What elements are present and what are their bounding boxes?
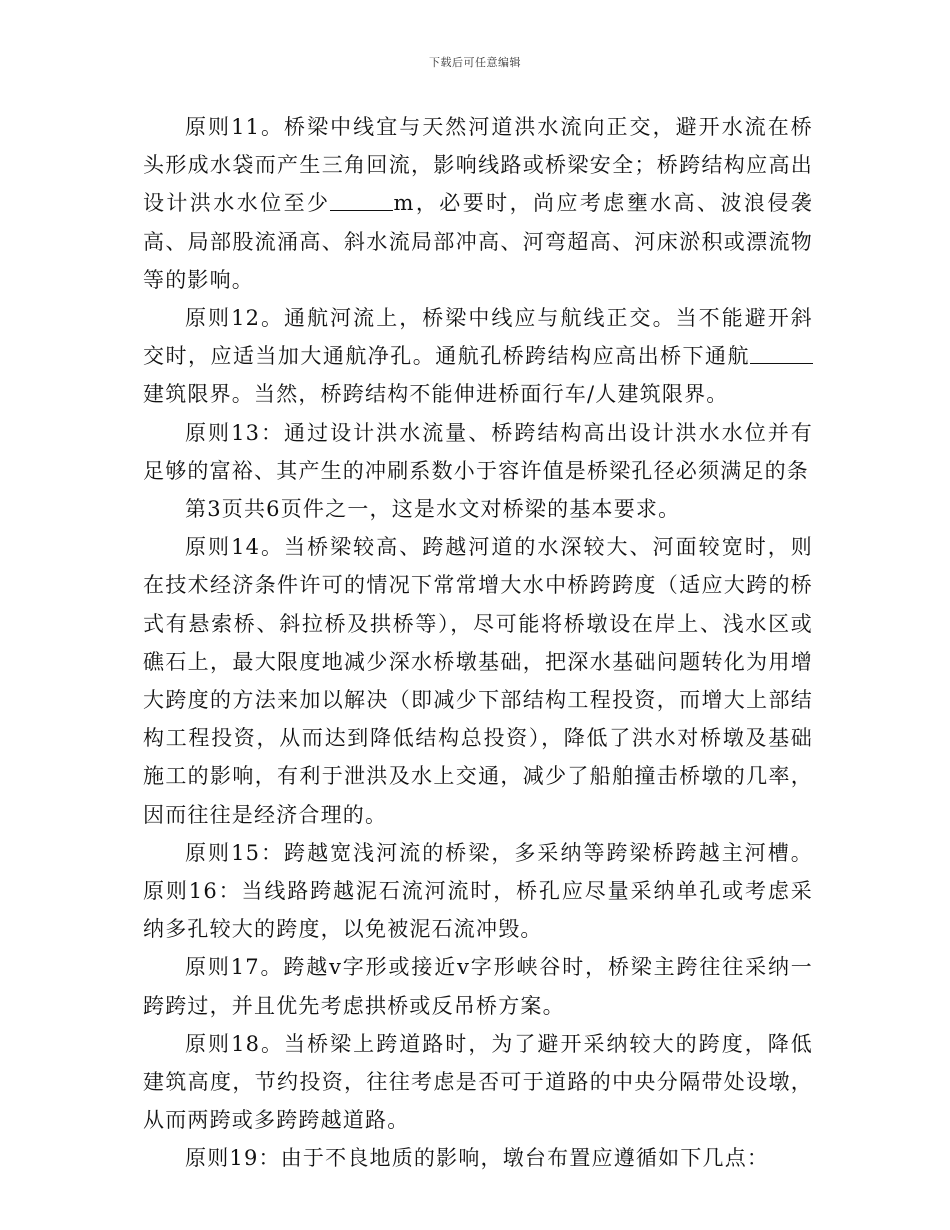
paragraph-principle-11	[143, 108, 813, 299]
paragraph-text: 原则11。桥梁中线宜与天然河道洪水流向正交，避开水流在桥头形成水袋而产生三角回流，影响线路或桥梁安全；桥跨结构应高出设计洪水水位至少	[143, 115, 813, 216]
paragraph-principle-13: 原则13：通过设计洪水流量、桥跨结构高出设计洪水水位并有足够的富裕、其产生的冲刷系数小于容许值是桥梁孔径必须满足的条	[143, 420, 813, 483]
document-body	[143, 108, 813, 1178]
paragraph-principle-17: 原则17。跨越v字形或接近v字形峡谷时，桥梁主跨往往采纳一跨跨过，并且优先考虑拱桥或反吊桥方案。	[143, 955, 813, 1018]
fill-in-blank	[750, 342, 813, 364]
paragraph-page-break-continuation: 第3页共6页件之一，这是水文对桥梁的基本要求。	[185, 497, 681, 522]
paragraph-principle-12	[143, 299, 813, 414]
paragraph-text: 原则12。通航河流上，桥梁中线应与航线正交。当不能避开斜交时，应适当加大通航净孔。通航孔桥跨结构应高出桥下通航	[143, 306, 813, 369]
paragraph-principle-19: 原则19：由于不良地质的影响，墩台布置应遵循如下几点：	[185, 1146, 770, 1171]
paragraph-text: m，必要时，尚应考虑壅水高、波浪侵袭高、局部股流涌高、斜水流局部冲高、河弯超高、河床淤积或漂流物等的影响。	[143, 191, 813, 292]
paragraph-principle-18: 原则18。当桥梁上跨道路时，为了避开采纳较大的跨度，降低建筑高度，节约投资，往往考虑是否可于道路的中央分隔带处设墩，从而两跨或多跨跨越道路。	[143, 1031, 813, 1133]
paragraph-principle-14: 原则14。当桥梁较高、跨越河道的水深较大、河面较宽时，则在技术经济条件许可的情况下常常增大水中桥跨跨度（适应大跨的桥式有悬索桥、斜拉桥及拱桥等），尽可能将桥墩设在岸上、浅水区或礁石上，最大限度地减少深水桥墩基础，把深水基础问题转化为用增大跨度的方法来加以解决（即减少下部结构工程投资，而增大上部结构工程投资，从而达到降低结构总投资），降低了洪水对桥墩及基础施工的影响，有利于泄洪及水上交通，减少了船舶撞击桥墩的几率，因而往往是经济合理的。	[143, 535, 813, 827]
paragraph-principle-15-16: 原则15：跨越宽浅河流的桥梁，多采纳等跨梁桥跨越主河槽。原则16：当线路跨越泥石流河流时，桥孔应尽量采纳单孔或考虑采纳多孔较大的跨度，以免被泥石流冲毁。	[143, 840, 813, 942]
paragraph-text: 建筑限界。当然，桥跨结构不能伸进桥面行车/人建筑限界。	[143, 382, 729, 407]
fill-in-blank	[330, 189, 393, 211]
page-header: 下载后可任意编辑	[429, 56, 521, 69]
